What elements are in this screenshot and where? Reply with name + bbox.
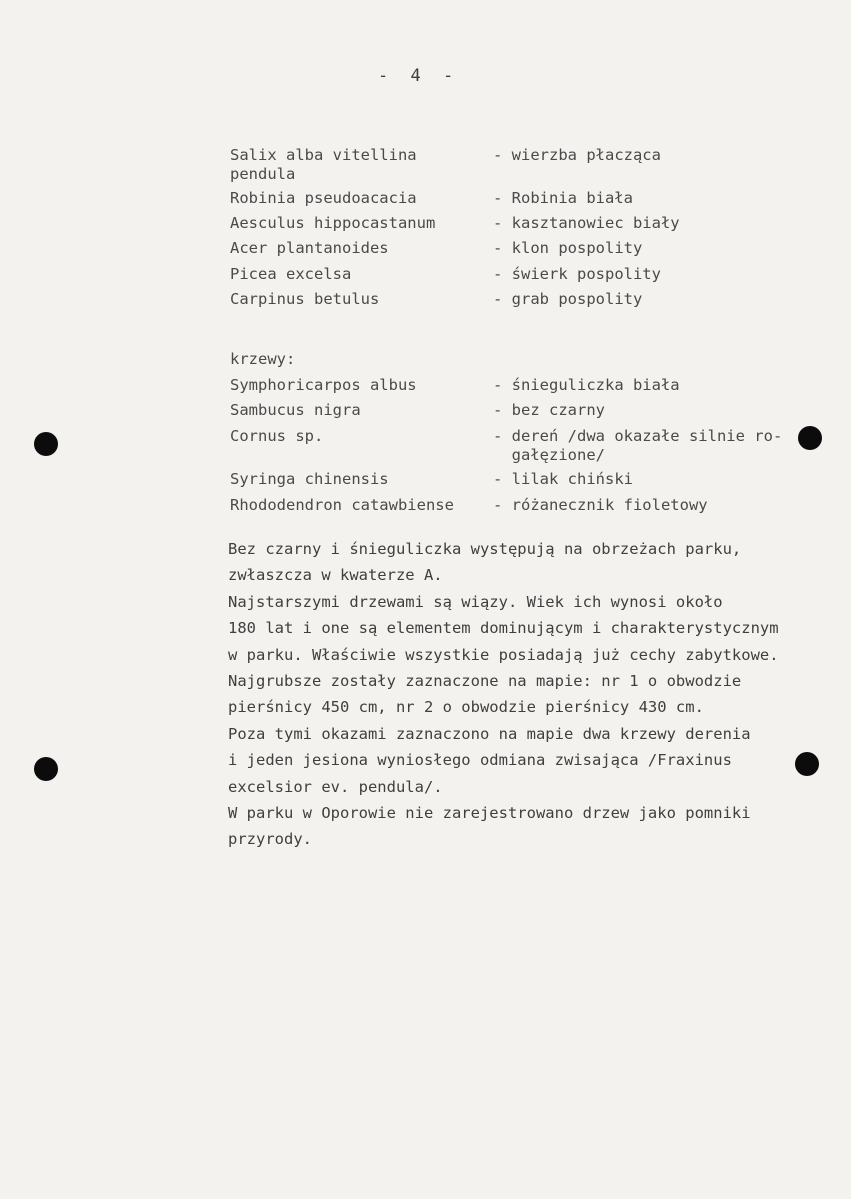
polish-name: - grab pospolity bbox=[493, 290, 643, 308]
latin-name: Cornus sp. bbox=[230, 427, 324, 445]
paragraph-line: Bez czarny i śnieguliczka występują na obrzeżach parku, bbox=[228, 540, 742, 558]
polish-name: - lilak chiński bbox=[493, 470, 633, 488]
paragraph-line: przyrody. bbox=[228, 830, 312, 849]
paragraph-line: 180 lat i one są elementem dominującym i charakterystycznym bbox=[228, 619, 779, 638]
polish-name: - dereń /dwa okazałe silnie ro- gałęzione/ bbox=[493, 427, 783, 464]
polish-name: - Robinia biała bbox=[493, 189, 633, 207]
paragraph-line: W parku w Oporowie nie zarejestrowano drzew jako pomniki bbox=[228, 804, 751, 823]
latin-name: Aesculus hippocastanum bbox=[230, 214, 436, 232]
polish-name: - różanecznik fioletowy bbox=[493, 496, 708, 514]
latin-name: Acer plantanoides bbox=[230, 239, 389, 257]
polish-name: - kasztanowiec biały bbox=[493, 214, 680, 232]
paragraph-line: i jeden jesiona wyniosłego odmiana zwisająca /Fraxinus bbox=[228, 751, 732, 770]
latin-name: Symphoricarpos albus bbox=[230, 376, 417, 394]
page-number: - 4 - bbox=[378, 66, 460, 86]
polish-name: - śnieguliczka biała bbox=[493, 376, 680, 394]
paragraph-line: Poza tymi okazami zaznaczono na mapie dwa krzewy derenia bbox=[228, 724, 751, 743]
latin-name: Salix alba vitellina pendula bbox=[230, 146, 417, 183]
paragraph-line: w parku. Właściwie wszystkie posiadają już cechy zabytkowe. bbox=[228, 645, 779, 664]
latin-name: Picea excelsa bbox=[230, 265, 352, 283]
shrubs-heading: krzewy: bbox=[230, 350, 296, 368]
latin-name: Robinia pseudoacacia bbox=[230, 189, 417, 207]
paragraph-line: Najstarszymi drzewami są wiązy. Wiek ich wynosi około bbox=[228, 592, 723, 611]
paragraph-line: zwłaszcza w kwaterze A. bbox=[228, 566, 443, 585]
body-paragraph bbox=[228, 536, 848, 853]
polish-name: - klon pospolity bbox=[493, 239, 643, 257]
punch-hole-left-lower bbox=[34, 757, 58, 781]
punch-hole-left-upper bbox=[34, 432, 58, 456]
polish-name: - świerk pospolity bbox=[493, 265, 661, 283]
punch-hole-right-upper bbox=[798, 426, 822, 450]
latin-name: Sambucus nigra bbox=[230, 401, 361, 419]
paragraph-line: Najgrubsze zostały zaznaczone na mapie: nr 1 o obwodzie bbox=[228, 672, 742, 691]
polish-name: - wierzba płacząca bbox=[493, 146, 661, 164]
latin-name: Syringa chinensis bbox=[230, 470, 389, 488]
paragraph-line: pierśnicy 450 cm, nr 2 o obwodzie pierśnicy 430 cm. bbox=[228, 698, 704, 717]
punch-hole-right-lower bbox=[795, 752, 819, 776]
latin-name: Rhododendron catawbiense bbox=[230, 496, 454, 514]
paragraph-line: excelsior ev. pendula/. bbox=[228, 777, 443, 796]
latin-name: Carpinus betulus bbox=[230, 290, 380, 308]
polish-name: - bez czarny bbox=[493, 401, 605, 419]
